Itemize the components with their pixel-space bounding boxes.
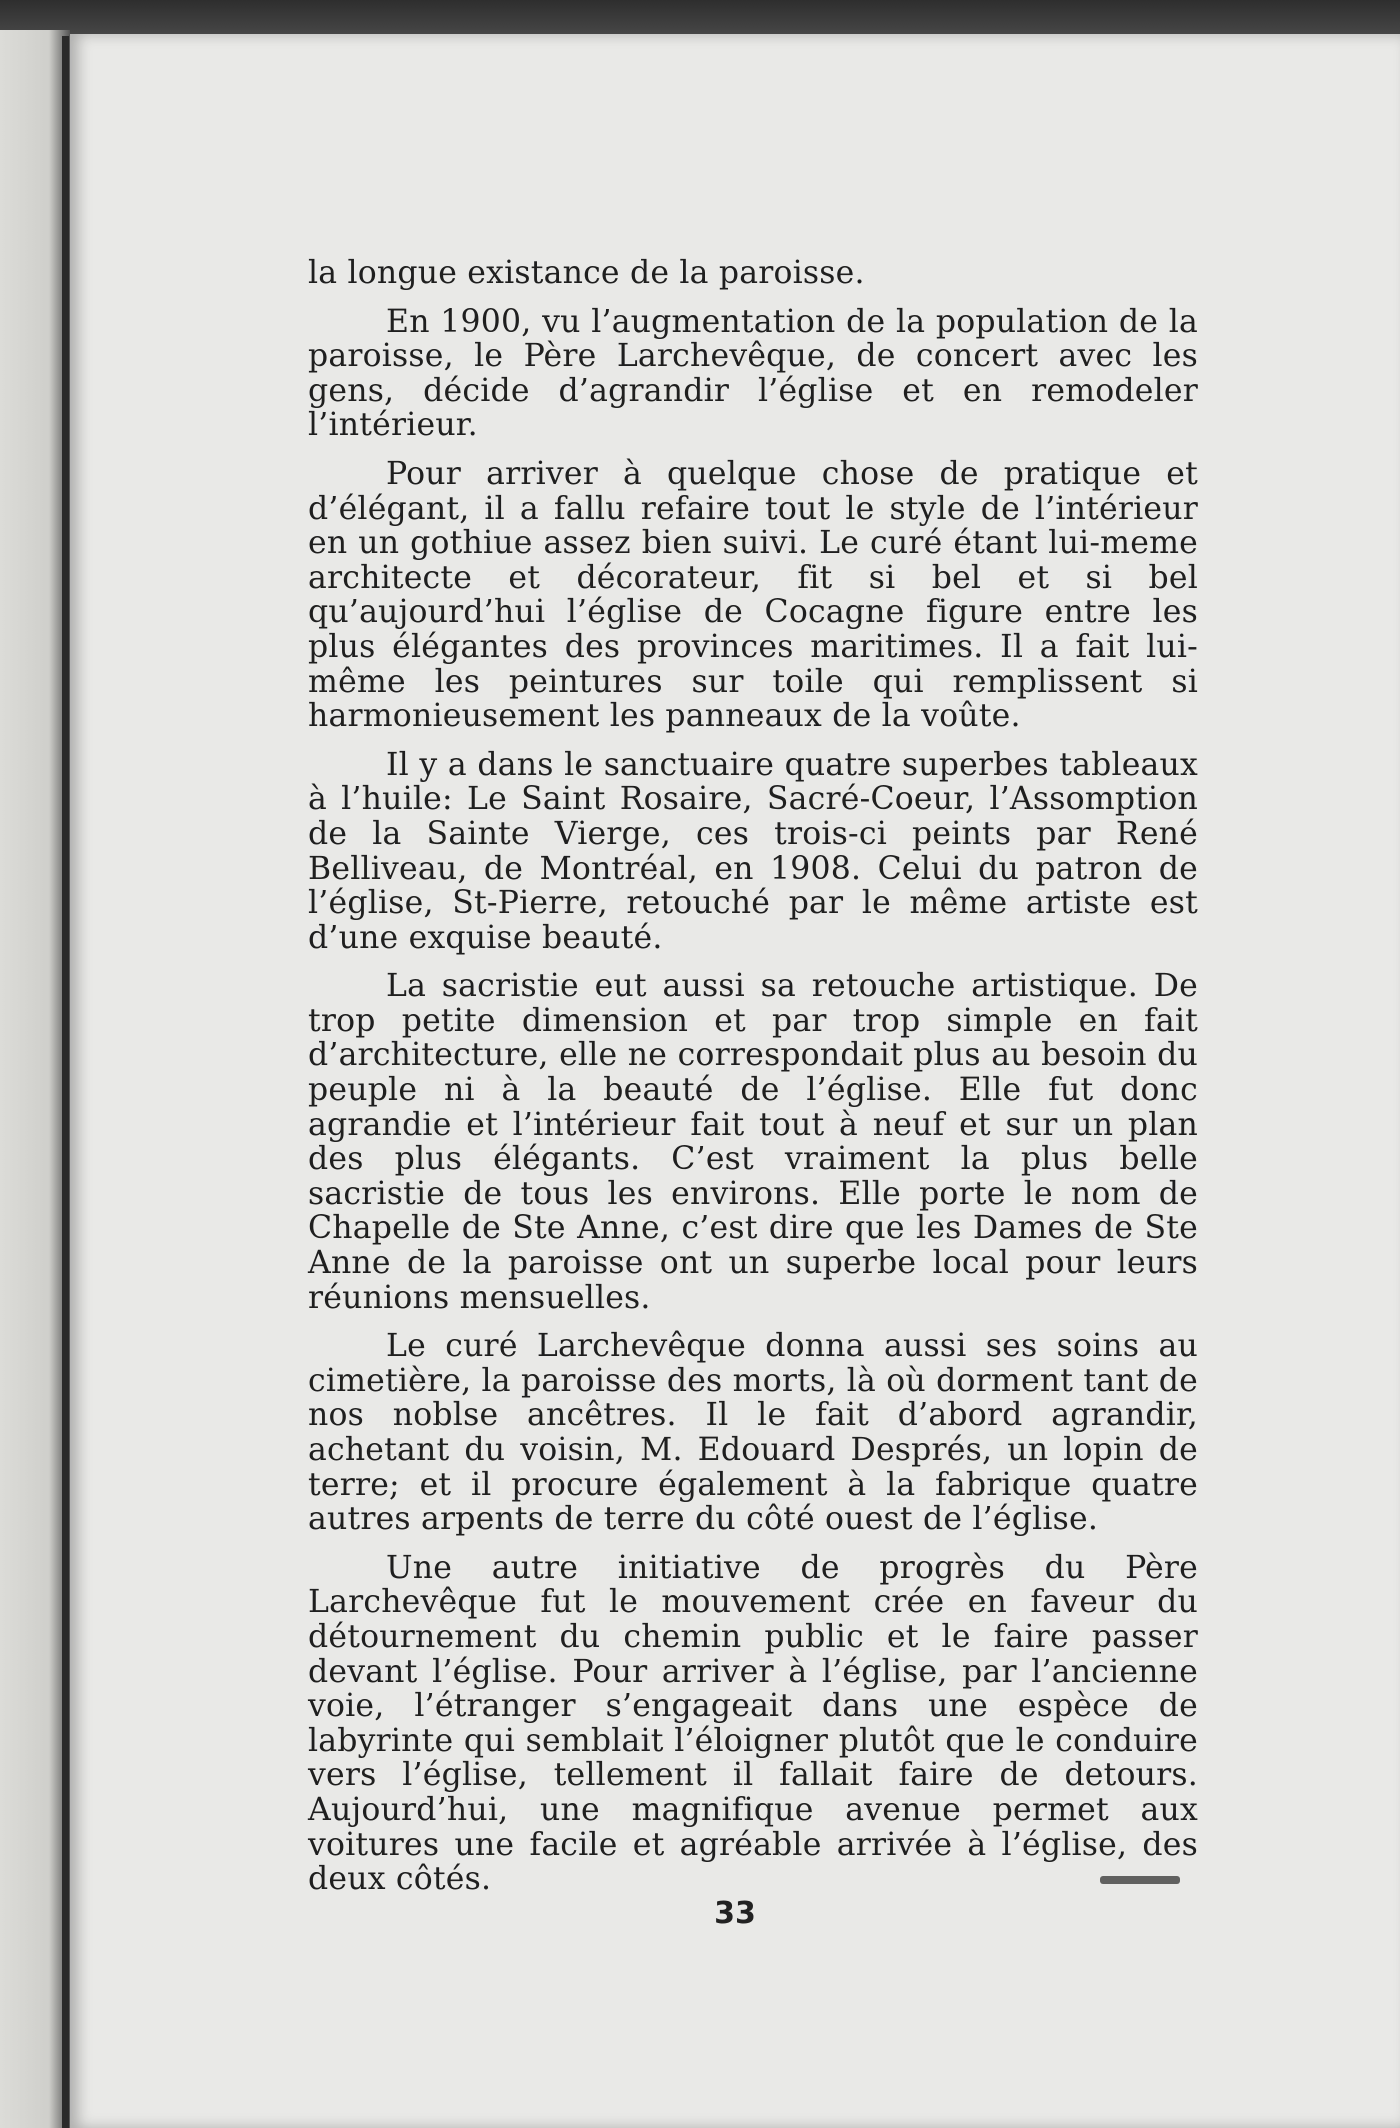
paragraph-6: Le curé Larchevêque donna aussi ses soins au cimetière, la paroisse des morts, là où dorment tant de nos noblse ancêtres. Il le fait d’abord agrandir, achetant du voisin, M. Edouard Després, un lopin de terre; et il procure également à la fabrique quatre autres arpents de terre du côté ouest de l’église. (308, 1328, 1198, 1538)
paragraph-1: la longue existance de la paroisse. (308, 255, 865, 291)
paragraph-7: Une autre initiative de progrès du Père Larchevêque fut le mouvement crée en faveur du détournement du chemin public et le faire passer devant l’église. Pour arriver à l’église, par l’ancienne voie, l’étranger s’engageait dans une espèce de labyrinte qui semblait l’éloigner plutôt que le conduire vers l’église, tellement il fallait faire de detours. Aujourd’hui, une magnifique avenue permet aux voitures une facile et agréable arrivée à l’église, des deux côtés. (308, 1549, 1198, 1898)
page-number: 33 (714, 1896, 756, 1931)
previous-page-edge (0, 30, 70, 2128)
page-body-text (308, 256, 1198, 1911)
book-spine (62, 36, 69, 2128)
paragraph-5: La sacristie eut aussi sa retouche artistique. De trop petite dimension et par trop simple en fait d’architecture, elle ne correspondait plus au besoin du peuple ni à la beauté de l’église. Elle fut donc agrandie et l’intérieur fait tout à neuf et sur un plan des plus élégants. C’est vraiment la plus belle sacristie de tous les environs. Elle porte le nom de Chapelle de Ste Anne, c’est dire que les Dames de Ste Anne de la paroisse ont un superbe local pour leurs réunions mensuelles. (308, 968, 1198, 1316)
paragraph-3: Pour arriver à quelque chose de pratique et d’élégant, il a fallu refaire tout le style de l’intérieur en un gothiue assez bien suivi. Le curé étant lui-meme architecte et décorateur, fit si bel et si bel qu’aujourd’hui l’église de Cocagne figure entre les plus élégantes des provinces maritimes. Il a fait lui-même les peintures sur toile qui remplissent si harmonieusement les panneaux de la voûte. (308, 455, 1198, 735)
paragraph-4: Il y a dans le sanctuaire quatre superbes tableaux à l’huile: Le Saint Rosaire, Sacré-Coeur, l’Assomption de la Sainte Vierge, ces trois-ci peints par René Belliveau, de Montréal, en 1908. Celui du patron de l’église, St-Pierre, retouché par le même artiste est d’une exquise beauté. (308, 746, 1198, 956)
paragraph-2: En 1900, vu l’augmentation de la population de la paroisse, le Père Larchevêque, de concert avec les gens, décide d’agrandir l’église et en remodeler l’intérieur. (308, 303, 1198, 444)
ink-smudge (1100, 1876, 1180, 1884)
